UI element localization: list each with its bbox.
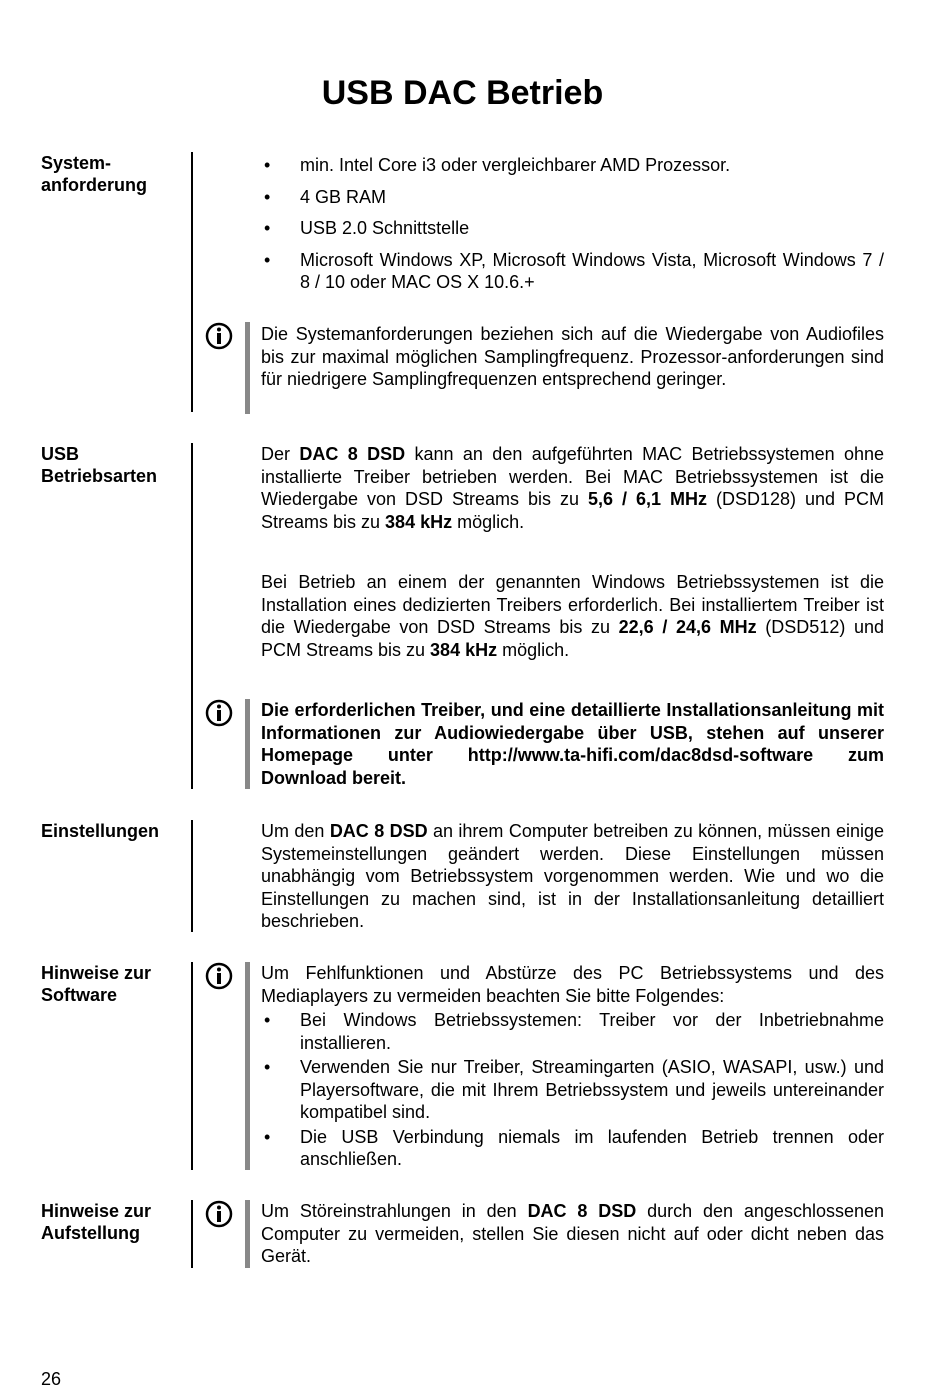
note-text: Die erforderlichen Treiber, und eine detaillierte Installationsanleitung mit Informationen zur Audiowiedergabe über USB, stehen auf unserer Homepage unter http://www.ta-hifi.com/dac8dsd-software zum Download bereit.	[261, 700, 884, 788]
list-item: • 4 GB RAM	[261, 186, 884, 209]
requirements-list	[261, 154, 884, 294]
list-item: • Microsoft Windows XP, Microsoft Windows Vista, Microsoft Windows 7 / 8 / 10 oder MAC OS X 10.6.+	[261, 249, 884, 294]
section-divider	[191, 1200, 193, 1268]
info-note	[205, 962, 884, 1170]
list-item: • Bei Windows Betriebssystemen: Treiber vor der Inbetriebnahme installieren.	[261, 1009, 884, 1054]
info-note	[205, 699, 884, 789]
list-item: • Die USB Verbindung niemals im laufenden Betrieb trennen oder anschließen.	[261, 1126, 884, 1171]
note-text: Um Fehlfunktionen und Abstürze des PC Betriebssystems und des Mediaplayers zu vermeiden beachten Sie bitte Folgendes:	[261, 963, 884, 1006]
note-text: Um Störeinstrahlungen in den DAC 8 DSD durch den angeschlossenen Computer zu vermeiden, stellen Sie diesen nicht auf oder dicht neben das Gerät.	[261, 1201, 885, 1266]
info-note	[205, 1200, 884, 1268]
section-divider	[191, 443, 193, 789]
section-label: Hinweise zur Aufstellung	[41, 1201, 152, 1243]
note-bar	[245, 962, 250, 1170]
section-label: USB Betriebsarten	[41, 444, 158, 486]
usb-mac-paragraph: Der DAC 8 DSD kann an den aufgeführten MAC Betriebssystemen ohne installierte Treiber betrieben werden. Bei MAC Betriebssystemen ist die Wiedergabe von DSD Streams bis zu 5,6 / 6,1 MHz (DSD128) und PCM Streams bis zu 384 kHz möglich.	[261, 444, 884, 532]
settings-paragraph: Um den DAC 8 DSD an ihrem Computer betreiben zu können, müssen einige Systemeinstellungen geändert werden. Diese Einstellungen müssen unabhängig vom Betriebssystem vorgenommen werden. Wie und wo die Einstellungen zu machen sind, ist in der Installationsanleitung detailliert beschrieben.	[261, 821, 884, 931]
info-icon	[205, 962, 233, 990]
note-bar	[245, 322, 250, 414]
section-divider	[191, 820, 193, 932]
list-item: • USB 2.0 Schnittstelle	[261, 217, 884, 240]
section-divider	[191, 152, 193, 412]
note-bar	[245, 1200, 250, 1268]
info-icon	[205, 1200, 233, 1228]
note-text: Die Systemanforderungen beziehen sich auf die Wiedergabe von Audiofiles bis zur maximal möglichen Samplingfrequenz. Prozessor-anforderungen sind für niedrigere Samplingfrequenzen entsprechend geringer.	[261, 324, 884, 389]
page-title: USB DAC Betrieb	[321, 74, 604, 112]
info-icon	[205, 699, 233, 727]
section-label: Hinweise zur Software	[41, 963, 152, 1005]
page-number: 26	[41, 1369, 62, 1389]
software-hints-list	[261, 1009, 884, 1171]
usb-windows-paragraph: Bei Betrieb an einem der genannten Windows Betriebssystemen ist die Installation eines dedizierten Treibers erforderlich. Bei installiertem Treiber ist die Wiedergabe von DSD Streams bis zu 22,6 / 24,6 MHz (DSD512) und PCM Streams bis zu 384 kHz möglich.	[261, 572, 884, 660]
info-note	[205, 322, 884, 414]
section-label: System- anforderung	[41, 153, 147, 195]
note-bar	[245, 699, 250, 789]
list-item: • Verwenden Sie nur Treiber, Streamingarten (ASIO, WASAPI, usw.) und Playersoftware, die mit Ihrem Betriebssystem und jeweils untereinander kompatibel sind.	[261, 1056, 884, 1124]
info-icon	[205, 322, 233, 350]
section-label: Einstellungen	[41, 821, 160, 841]
section-divider	[191, 962, 193, 1170]
list-item: • min. Intel Core i3 oder vergleichbarer AMD Prozessor.	[261, 154, 884, 177]
